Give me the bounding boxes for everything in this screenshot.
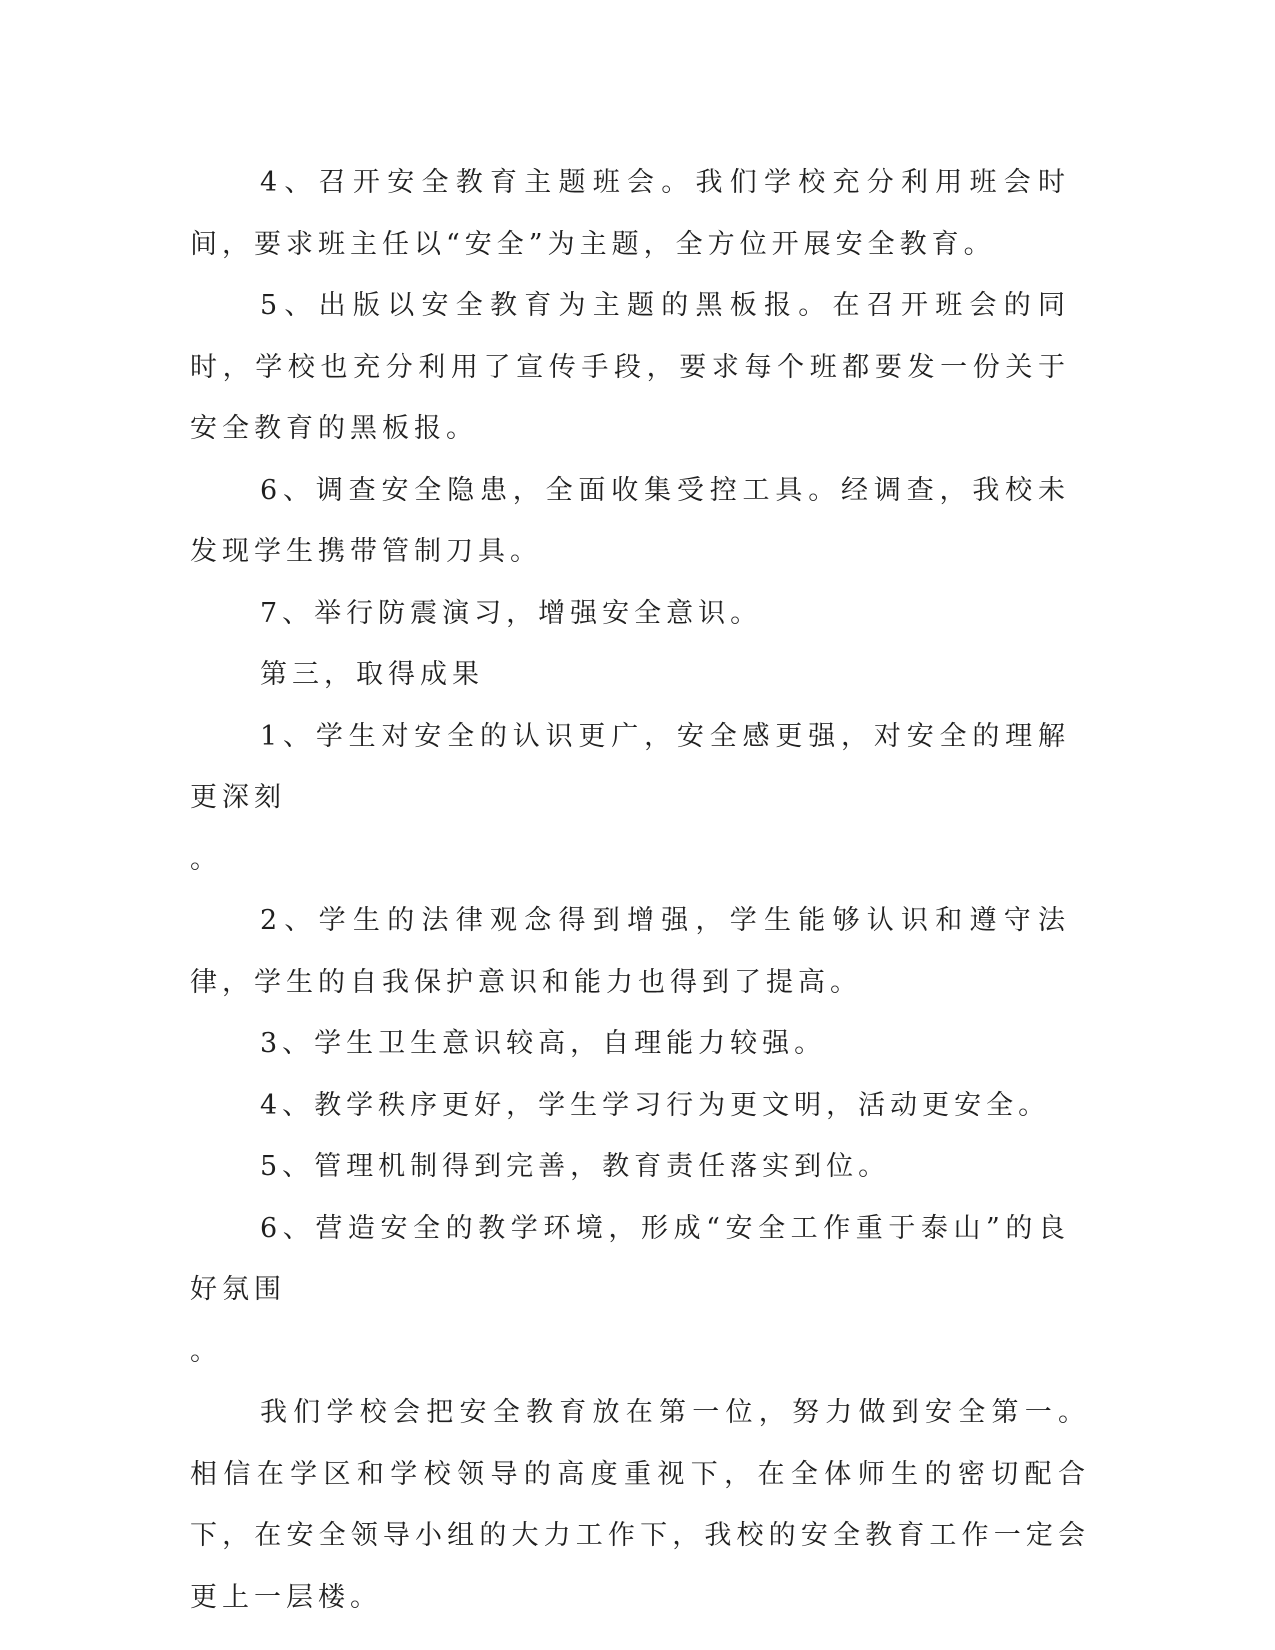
result-item-1: 1、学生对安全的认识更广，安全感更强，对安全的理解更深刻 <box>190 720 1070 813</box>
paragraph-item-7: 7、举行防震演习，增强安全意识。 <box>260 597 763 629</box>
result-item-6-tail: 。 <box>190 1335 222 1367</box>
paragraph-item-4: 4、召开安全教育主题班会。我们学校充分利用班会时间，要求班主任以“安全”为主题，全方位开展安全教育。 <box>190 167 1070 260</box>
paragraph-item-6: 6、调查安全隐患，全面收集受控工具。经调查，我校未发现学生携带管制刀具。 <box>190 474 1070 567</box>
result-item-3: 3、学生卫生意识较高，自理能力较强。 <box>260 1028 827 1059</box>
closing-paragraph: 我们学校会把安全教育放在第一位，努力做到安全第一。相信在学区和学校领导的高度重视下，在全体师生的密切配合下，在安全领导小组的大力工作下，我校的安全教育工作一定会更上一层楼。 <box>190 1397 1090 1613</box>
result-item-5: 5、管理机制得到完善，教育责任落实到位。 <box>260 1151 891 1182</box>
section-heading-results: 第三，取得成果 <box>260 659 484 690</box>
result-item-6: 6、营造安全的教学环境，形成“安全工作重于泰山”的良好氛围 <box>190 1212 1070 1305</box>
result-item-2: 2、学生的法律观念得到增强，学生能够认识和遵守法律，学生的自我保护意识和能力也得到了提高。 <box>190 905 1070 998</box>
document-body <box>190 152 1090 1628</box>
paragraph-item-5: 5、出版以安全教育为主题的黑板报。在召开班会的同时，学校也充分利用了宣传手段，要求每个班都要发一份关于安全教育的黑板报。 <box>190 290 1070 444</box>
result-item-4: 4、教学秩序更好，学生学习行为更文明，活动更安全。 <box>260 1089 1051 1121</box>
result-item-1-tail: 。 <box>190 843 222 875</box>
